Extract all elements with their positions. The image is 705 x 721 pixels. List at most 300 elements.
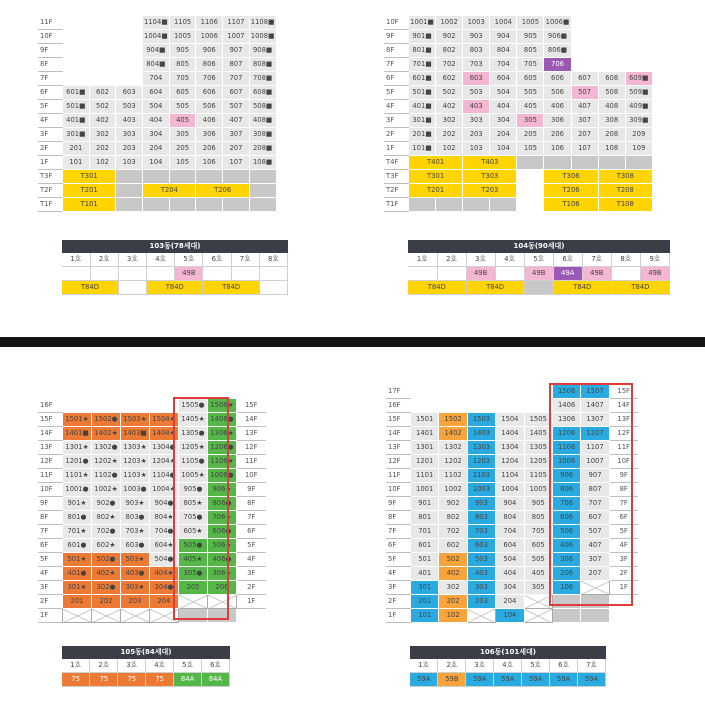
legend-type-cell: 59A	[550, 673, 578, 687]
unit-cell: T201	[63, 184, 116, 198]
floor-label: 3F	[384, 114, 409, 128]
unit-cell: 901	[411, 497, 439, 511]
legend-line-label: 3호	[466, 253, 495, 267]
unit-cell: 1105	[169, 16, 196, 30]
unit-cell: 407	[223, 114, 250, 128]
unit-cell: 803	[467, 511, 495, 525]
floor-label: 6F	[38, 539, 63, 553]
unit-cell: 706	[552, 497, 580, 511]
unit-cell	[571, 16, 598, 30]
floor-label: 11F	[38, 16, 63, 30]
floor-label: 16F	[386, 399, 411, 413]
floor-label: 4F	[38, 567, 63, 581]
unit-cell	[524, 385, 552, 399]
unit-cell	[92, 399, 121, 413]
legend-line-label: 6호	[203, 253, 231, 267]
unit-cell: 201	[63, 595, 92, 609]
unit-cell	[598, 156, 625, 170]
unit-cell: 401■	[63, 114, 90, 128]
unit-cell	[116, 16, 143, 30]
unit-cell	[490, 198, 517, 212]
unit-cell: 902	[439, 497, 467, 511]
unit-cell: 102	[439, 609, 467, 623]
floor-label: 16F	[38, 399, 63, 413]
unit-cell: 203	[463, 128, 490, 142]
unit-cell: 305	[517, 114, 544, 128]
unit-cell	[208, 609, 237, 623]
unit-cell: 202	[436, 128, 463, 142]
floor-row	[38, 525, 266, 539]
unit-cell: 905	[524, 497, 552, 511]
unit-cell: 506	[196, 100, 223, 114]
unit-cell	[249, 198, 276, 212]
unit-cell: 1002★	[92, 483, 121, 497]
floor-label: 1F	[386, 609, 411, 623]
unit-cell: 1406	[552, 399, 580, 413]
unit-cell: 403	[467, 567, 495, 581]
unit-cell: 1301★	[63, 441, 92, 455]
floor-label: 14F	[237, 413, 266, 427]
unit-cell: 1502	[439, 413, 467, 427]
building-104-legend	[408, 240, 670, 295]
unit-cell: 503★	[121, 553, 150, 567]
unit-cell: 1102●	[92, 469, 121, 483]
floor-row	[386, 385, 638, 399]
unit-cell: T201	[409, 184, 463, 198]
unit-cell: 1207	[581, 427, 609, 441]
unit-cell	[143, 170, 170, 184]
legend-type-cell	[408, 267, 437, 281]
unit-cell: 1202★	[92, 455, 121, 469]
unit-cell: 106	[196, 156, 223, 170]
unit-cell: 304	[496, 581, 524, 595]
legend-line-label: 1호	[408, 253, 437, 267]
unit-cell: 1005★	[179, 469, 208, 483]
unit-cell: 1103★	[121, 469, 150, 483]
floor-label: 1F	[384, 142, 409, 156]
floor-label: 5F	[384, 86, 409, 100]
floor-row	[38, 30, 276, 44]
floor-label: 11F	[38, 469, 63, 483]
unit-cell	[436, 198, 463, 212]
unit-cell: 1008■	[249, 30, 276, 44]
unit-cell: 203	[116, 142, 143, 156]
unit-cell: 305●	[179, 567, 208, 581]
unit-cell: 109	[625, 142, 652, 156]
floor-row	[384, 184, 652, 198]
unit-cell: 904●	[150, 497, 179, 511]
floor-label: 13F	[38, 441, 63, 455]
unit-cell: 207	[571, 128, 598, 142]
unit-cell: 706★	[208, 511, 237, 525]
legend-type-cell	[203, 267, 231, 281]
unit-cell	[517, 184, 544, 198]
legend-type-cell: T84D	[408, 281, 466, 295]
unit-cell: 205	[517, 128, 544, 142]
unit-cell: 1402★	[92, 427, 121, 441]
unit-cell	[121, 609, 150, 623]
unit-cell: T203	[463, 184, 517, 198]
unit-cell: 204	[490, 128, 517, 142]
unit-cell	[463, 198, 490, 212]
legend-type-cell: 75	[90, 673, 118, 687]
unit-cell: 904	[490, 30, 517, 44]
floor-label: 2F	[384, 128, 409, 142]
floor-row	[386, 441, 638, 455]
unit-cell: 605	[169, 86, 196, 100]
floor-label: 4F	[609, 539, 637, 553]
legend-type-cell: 49B	[175, 267, 203, 281]
unit-cell: 1504★	[150, 413, 179, 427]
unit-cell: 202	[92, 595, 121, 609]
unit-cell: 505●	[179, 539, 208, 553]
floor-label: 3F	[38, 128, 63, 142]
unit-cell: 606	[552, 511, 580, 525]
unit-cell: 504●	[150, 553, 179, 567]
unit-cell: 702	[439, 525, 467, 539]
unit-cell: 907	[223, 44, 250, 58]
unit-cell: 801	[411, 511, 439, 525]
floor-row	[386, 469, 638, 483]
floor-row	[38, 413, 266, 427]
floor-row	[38, 497, 266, 511]
unit-cell: 108	[598, 142, 625, 156]
unit-cell	[143, 198, 170, 212]
unit-cell: 406	[544, 100, 571, 114]
unit-cell	[598, 58, 625, 72]
unit-cell: 906■	[544, 30, 571, 44]
unit-cell: 205	[179, 581, 208, 595]
unit-cell: 503	[116, 100, 143, 114]
unit-cell	[552, 609, 580, 623]
floor-label: 6F	[237, 525, 266, 539]
unit-cell	[196, 170, 223, 184]
unit-cell: T106	[544, 198, 598, 212]
floor-label: 15F	[386, 413, 411, 427]
unit-cell: 1101★	[63, 469, 92, 483]
unit-cell: 305	[524, 581, 552, 595]
unit-cell: 302	[89, 128, 116, 142]
unit-cell: 1003●	[121, 483, 150, 497]
floor-label: 1F	[38, 609, 63, 623]
floor-label: 3F	[609, 553, 637, 567]
legend-type-cell: 49B	[582, 267, 611, 281]
floor-row	[386, 595, 638, 609]
unit-cell: 105	[517, 142, 544, 156]
unit-cell	[625, 58, 652, 72]
unit-cell	[249, 170, 276, 184]
unit-cell: 802★	[92, 511, 121, 525]
unit-cell: 1307	[581, 413, 609, 427]
floor-label: 11F	[237, 455, 266, 469]
legend-type-row	[410, 673, 606, 687]
building-105-grid	[38, 398, 266, 623]
unit-cell: 1506	[552, 385, 580, 399]
unit-cell	[524, 399, 552, 413]
unit-cell	[179, 609, 208, 623]
legend-type-cell: T84D	[611, 281, 669, 295]
legend-type-cell	[259, 267, 287, 281]
floor-label: 15F	[237, 399, 266, 413]
unit-cell: 1407	[581, 399, 609, 413]
unit-cell: 702●	[92, 525, 121, 539]
floor-row	[386, 567, 638, 581]
unit-cell: 309■	[625, 114, 652, 128]
unit-cell: 206	[544, 128, 571, 142]
unit-cell	[571, 30, 598, 44]
unit-cell: 502	[439, 553, 467, 567]
unit-cell	[208, 595, 237, 609]
unit-cell: 1401■	[63, 427, 92, 441]
floor-label: 5F	[609, 525, 637, 539]
unit-cell	[571, 156, 598, 170]
floor-label: T2F	[384, 184, 409, 198]
floor-label: 6F	[384, 72, 409, 86]
unit-cell: 902	[436, 30, 463, 44]
floor-row	[38, 469, 266, 483]
unit-cell: 303★	[121, 581, 150, 595]
unit-cell	[121, 399, 150, 413]
unit-cell: T308	[598, 170, 652, 184]
unit-cell: 808■	[249, 58, 276, 72]
unit-cell	[63, 44, 90, 58]
floor-label: 5F	[38, 100, 63, 114]
floor-row	[384, 30, 652, 44]
unit-cell	[223, 198, 250, 212]
legend-type-cell: T84D	[553, 281, 611, 295]
floor-label: 9F	[609, 469, 637, 483]
legend-type-cell	[231, 267, 259, 281]
unit-cell: 306★	[208, 567, 237, 581]
unit-cell: 903★	[121, 497, 150, 511]
unit-cell: 603	[463, 72, 490, 86]
unit-cell: 501■	[63, 100, 90, 114]
unit-cell: 1305●	[179, 427, 208, 441]
unit-cell: 405	[517, 100, 544, 114]
floor-row	[38, 170, 276, 184]
unit-cell	[150, 399, 179, 413]
unit-cell: 606●	[208, 525, 237, 539]
floor-label: 2F	[609, 567, 637, 581]
floor-label: 10F	[384, 16, 409, 30]
floor-label: 7F	[38, 72, 63, 86]
unit-cell: 405	[169, 114, 196, 128]
floor-label: 1F	[38, 156, 63, 170]
unit-cell: 802	[439, 511, 467, 525]
legend-type-cell: T84D	[203, 281, 259, 295]
floor-row	[38, 72, 276, 86]
legend-line-row	[410, 659, 606, 673]
unit-cell	[169, 170, 196, 184]
unit-cell	[467, 609, 495, 623]
unit-cell: 105	[169, 156, 196, 170]
floor-label: 10F	[237, 469, 266, 483]
unit-cell: 1205	[524, 455, 552, 469]
unit-cell: 402	[89, 114, 116, 128]
building-103-floor-table	[38, 15, 277, 212]
unit-cell: 1105	[524, 469, 552, 483]
unit-cell: T206	[544, 184, 598, 198]
unit-cell	[581, 609, 609, 623]
unit-cell: 507	[571, 86, 598, 100]
legend-line-label: 3호	[118, 253, 146, 267]
unit-cell	[89, 44, 116, 58]
unit-cell: 402	[439, 567, 467, 581]
unit-cell: 705●	[179, 511, 208, 525]
legend-line-label: 8호	[259, 253, 287, 267]
floor-label: 12F	[38, 455, 63, 469]
legend-line-label: 7호	[582, 253, 611, 267]
floor-label: 3F	[38, 581, 63, 595]
unit-cell: 407	[581, 539, 609, 553]
floor-label: 4F	[237, 553, 266, 567]
unit-cell: 704	[490, 58, 517, 72]
unit-cell: 1304	[496, 441, 524, 455]
building-106-grid	[386, 384, 638, 623]
unit-cell: 807	[581, 483, 609, 497]
floor-label: 7F	[386, 525, 411, 539]
unit-cell: 1302●	[92, 441, 121, 455]
unit-cell	[467, 385, 495, 399]
building-104-title: 104동(90세대)	[408, 240, 670, 253]
unit-cell: 406●	[208, 553, 237, 567]
unit-cell: 905●	[179, 483, 208, 497]
unit-cell	[63, 609, 92, 623]
floor-row	[38, 142, 276, 156]
building-105-legend-table	[62, 659, 230, 687]
legend-type-cell: 59A	[410, 673, 438, 687]
unit-cell: 402★	[92, 567, 121, 581]
legend-line-label: 2호	[90, 253, 118, 267]
unit-cell: 304	[143, 128, 170, 142]
unit-cell: 605★	[179, 525, 208, 539]
floor-row	[386, 581, 638, 595]
unit-cell: 1101	[411, 469, 439, 483]
unit-cell: 304●	[150, 581, 179, 595]
legend-line-label: 9호	[640, 253, 669, 267]
unit-cell: 606	[544, 72, 571, 86]
unit-cell: 1406●	[208, 413, 237, 427]
unit-cell: 404	[490, 100, 517, 114]
floor-row	[38, 100, 276, 114]
legend-line-label: 7호	[231, 253, 259, 267]
unit-cell: 607	[223, 86, 250, 100]
unit-cell: 1103	[467, 469, 495, 483]
unit-cell: 905	[517, 30, 544, 44]
unit-cell: 107	[571, 142, 598, 156]
unit-cell: 1001	[411, 483, 439, 497]
unit-cell	[411, 399, 439, 413]
unit-cell: 906	[196, 44, 223, 58]
legend-type-cell: 75	[118, 673, 146, 687]
unit-cell: T301	[409, 170, 463, 184]
unit-cell: 1405	[524, 427, 552, 441]
unit-cell: 904	[496, 497, 524, 511]
floor-label: 7F	[609, 497, 637, 511]
unit-cell: 1106★	[208, 455, 237, 469]
floor-label: 1F	[609, 581, 637, 595]
floor-label: 2F	[38, 595, 63, 609]
unit-cell: 804■	[143, 58, 170, 72]
legend-type-row	[62, 267, 288, 281]
unit-cell: 307	[571, 114, 598, 128]
unit-cell: 1202	[439, 455, 467, 469]
unit-cell	[496, 385, 524, 399]
unit-cell: 203	[467, 595, 495, 609]
unit-cell: 1006●	[208, 469, 237, 483]
unit-cell: 202	[439, 595, 467, 609]
unit-cell: 206	[208, 581, 237, 595]
unit-cell: 502●	[92, 553, 121, 567]
unit-cell: 405★	[179, 553, 208, 567]
unit-cell: 403	[116, 114, 143, 128]
floor-label: 10F	[386, 483, 411, 497]
unit-cell	[196, 198, 223, 212]
unit-cell: 1001●	[63, 483, 92, 497]
unit-cell	[571, 58, 598, 72]
unit-cell: 609■	[625, 72, 652, 86]
unit-cell: 906	[552, 469, 580, 483]
floor-label: 14F	[386, 427, 411, 441]
unit-cell: 801●	[63, 511, 92, 525]
unit-cell: 703	[463, 58, 490, 72]
unit-cell	[116, 30, 143, 44]
legend-line-label: 5호	[522, 659, 550, 673]
legend-line-label: 2호	[90, 659, 118, 673]
unit-cell: 1504	[496, 413, 524, 427]
unit-cell: 1006■	[544, 16, 571, 30]
unit-cell: 1301	[411, 441, 439, 455]
legend-type-cell: 49B	[524, 267, 553, 281]
legend-line-label: 6호	[553, 253, 582, 267]
unit-cell: 207	[581, 567, 609, 581]
unit-cell: 802	[436, 44, 463, 58]
unit-cell: 302●	[92, 581, 121, 595]
floor-label: 6F	[38, 86, 63, 100]
floor-row	[38, 44, 276, 58]
unit-cell: 1007	[223, 30, 250, 44]
unit-cell: 1104■	[143, 16, 170, 30]
floor-row	[38, 156, 276, 170]
unit-cell	[63, 16, 90, 30]
unit-cell: 308	[598, 114, 625, 128]
unit-cell: 505	[517, 86, 544, 100]
floor-row	[386, 553, 638, 567]
unit-cell: 1404	[496, 427, 524, 441]
unit-cell: 1004	[496, 483, 524, 497]
floor-row	[38, 184, 276, 198]
legend-type-cell	[147, 267, 175, 281]
unit-cell: 1004	[490, 16, 517, 30]
floor-row	[38, 595, 266, 609]
floor-label: 8F	[38, 511, 63, 525]
floor-label: 13F	[386, 441, 411, 455]
unit-cell	[249, 184, 276, 198]
unit-cell	[581, 595, 609, 609]
unit-cell: 104	[490, 142, 517, 156]
unit-cell: 608	[598, 72, 625, 86]
floor-row	[386, 427, 638, 441]
floor-label: 14F	[38, 427, 63, 441]
unit-cell: 606	[196, 86, 223, 100]
legend-line-label: 4호	[146, 659, 174, 673]
unit-cell: 301	[411, 581, 439, 595]
legend-type-row	[408, 267, 670, 281]
unit-cell: 1006	[552, 455, 580, 469]
unit-cell: 604	[143, 86, 170, 100]
unit-cell: T204	[143, 184, 196, 198]
floor-label: 10F	[38, 30, 63, 44]
